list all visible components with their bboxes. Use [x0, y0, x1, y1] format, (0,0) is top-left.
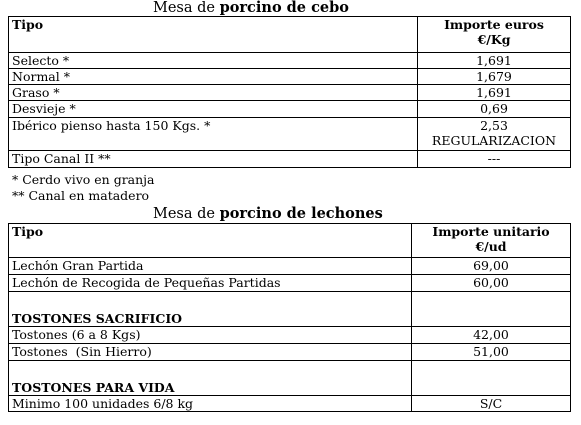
row-importe: 51,00 [412, 344, 571, 361]
row-importe: 60,00 [412, 275, 571, 292]
row-importe: S/C [412, 396, 571, 412]
section-heading-vida-text: TOSTONES PARA VIDA [12, 380, 175, 395]
row-tipo: Selecto * [9, 53, 418, 69]
table-row [9, 396, 571, 412]
cebo-title-prefix: Mesa de [153, 0, 220, 16]
row-tipo: Graso * [9, 85, 418, 101]
cebo-note-2: ** Canal en matadero [12, 188, 150, 203]
header-importe-line-2: €/Kg [477, 32, 511, 47]
row-importe-note: REGULARIZACION [431, 133, 557, 148]
row-importe: 1,691 [418, 85, 571, 101]
row-importe: 42,00 [412, 327, 571, 344]
table-row [9, 85, 571, 101]
table-header-row [9, 224, 571, 258]
cebo-title-bold: porcino de cebo [219, 0, 349, 16]
row-tipo: Desvieje * [9, 101, 418, 118]
lechones-title-bold: porcino de lechones [219, 205, 383, 222]
table-row [9, 275, 571, 292]
table-header-row [9, 17, 571, 53]
table-row [9, 101, 571, 118]
row-tipo: Tostones (6 a 8 Kgs) [9, 327, 412, 344]
row-tipo: Lechón de Recogida de Pequeñas Partidas [9, 275, 412, 292]
section-heading-sacrificio [9, 292, 412, 327]
table-row [9, 53, 571, 69]
row-importe: 0,69 [418, 101, 571, 118]
cebo-table [8, 16, 571, 168]
lechones-title [153, 206, 383, 222]
section-heading-vida [9, 361, 412, 396]
lechones-title-prefix: Mesa de [153, 206, 220, 222]
row-tipo: Tipo Canal II ** [9, 151, 418, 168]
row-tipo: Tostones (Sin Hierro) [9, 344, 412, 361]
cebo-title [153, 0, 349, 16]
table-row [9, 344, 571, 361]
header-tipo: Tipo [9, 224, 412, 258]
table-row [9, 151, 571, 168]
lechones-table [8, 223, 571, 412]
header-importe [418, 17, 571, 53]
header-tipo: Tipo [9, 17, 418, 53]
row-importe: 69,00 [412, 258, 571, 275]
section-heading-empty-cell [412, 292, 571, 327]
section-heading-row [9, 361, 571, 396]
section-heading-empty-cell [412, 361, 571, 396]
header-importe-line-1: Importe euros [444, 17, 544, 32]
section-heading-sacrificio-text: TOSTONES SACRIFICIO [12, 311, 183, 326]
table-row [9, 69, 571, 85]
header-importe-line-2: €/ud [475, 239, 507, 254]
row-importe: --- [418, 151, 571, 168]
row-tipo: Minimo 100 unidades 6/8 kg [9, 396, 412, 412]
row-importe-value: 2,53 [480, 118, 508, 133]
row-tipo: Ibérico pienso hasta 150 Kgs. * [9, 118, 418, 151]
cebo-note-1: * Cerdo vivo en granja [12, 172, 155, 187]
row-tipo: Lechón Gran Partida [9, 258, 412, 275]
table-row [9, 258, 571, 275]
section-heading-row [9, 292, 571, 327]
row-importe [418, 118, 571, 151]
row-importe: 1,679 [418, 69, 571, 85]
table-row [9, 118, 571, 151]
row-importe: 1,691 [418, 53, 571, 69]
header-importe [412, 224, 571, 258]
row-tipo: Normal * [9, 69, 418, 85]
table-row [9, 327, 571, 344]
header-importe-line-1: Importe unitario [432, 224, 550, 239]
